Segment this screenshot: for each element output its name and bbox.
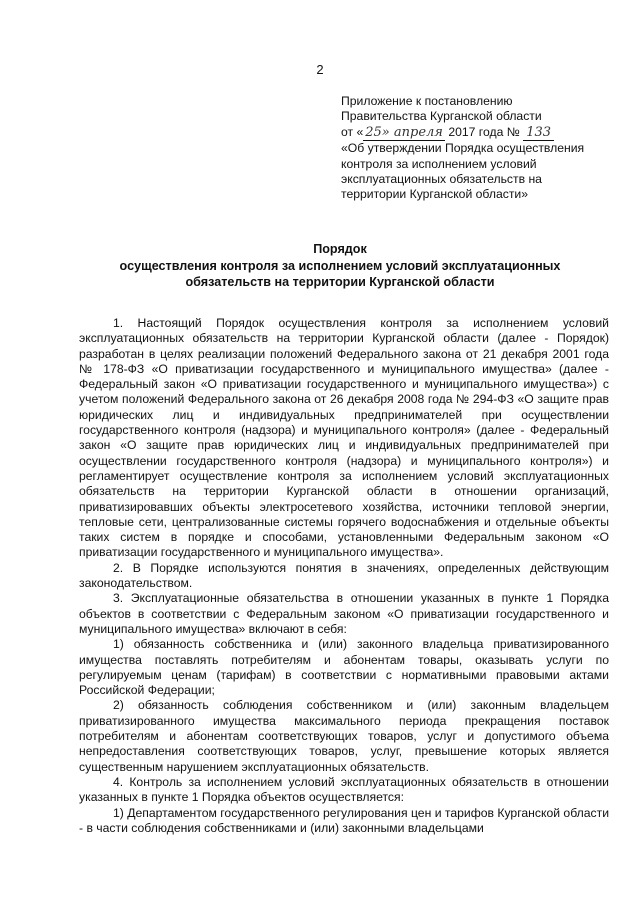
page-number: 2	[316, 62, 324, 77]
approval-date-line	[341, 125, 631, 141]
approval-line-5: контроля за исполнением условий	[341, 156, 537, 171]
paragraph-4: 4. Контроль за исполнением условий эксплуатационных обязательств в отношении указанных в пункте 1 Порядка объектов осуществляется:	[79, 774, 609, 805]
approval-line-6: эксплуатационных обязательств на	[341, 172, 542, 187]
paragraph-3-item-1: 1) обязанность собственника и (или) законного владельца приватизированного имущества поставлять потребителям и абонентам товары, оказывать услуги по регулируемым ценам (тарифам) в соответствии с нормативными правовыми актами Российской Федерации;	[79, 637, 609, 698]
approval-line-1: Приложение к постановлению	[341, 94, 513, 108]
paragraph-4-item-1: 1) Департаментом государственного регулирования цен и тарифов Курганской области - в части соблюдения собственниками и (или) законными владельцами	[79, 805, 610, 835]
paragraph-1: 1. Настоящий Порядок осуществления контроля за исполнением условий эксплуатационных обязательств на территории Курганской области (далее - Порядок) разработан в целях реализации положений Федерального закона от 21 декабря 2001 года № 178-ФЗ «О приватизации государственного и муниципального имущества» (далее - Федеральный закон «О приватизации государственного и муниципального имущества») с учетом положений Федерального закона от 26 декабря 2008 года № 294-ФЗ «О защите прав юридических лиц и индивидуальных предпринимателей при осуществлении государственного контроля (надзора) и муниципального контроля» (далее - Федеральный закон «О защите прав юридических лиц и индивидуальных предпринимателей при осуществлении государственного контроля (надзора) и муниципального контроля») и регламентирует осуществление контроля за исполнением условий эксплуатационных обязательств на территории Курганской области в отношении организаций, приватизировавших объекты электросетевого хозяйства, источники тепловой энергии, тепловые сети, централизованные системы горячего водоснабжения и отдельные объекты таких систем в порядке и способами, установленными Федеральным законом «О приватизации государственного и муниципального имущества».	[79, 316, 609, 560]
title-line-3: обязательств на территории Курганской области	[185, 275, 495, 289]
document-title	[60, 241, 620, 291]
document-body	[79, 316, 609, 836]
handwritten-doc-number: 133	[523, 125, 554, 141]
paragraph-3: 3. Эксплуатационные обязательства в отношении указанных в пункте 1 Порядка объектов в соответствии с Федеральным законом «О приватизации государственного и муниципального имущества» включают в себя:	[79, 591, 609, 636]
paragraph-2: 2. В Порядке используются понятия в значениях, определенных действующим законодательством.	[79, 560, 609, 591]
paragraph-3-item-2: 2) обязанность соблюдения собственником и (или) законным владельцем приватизированного имущества максимального периода прекращения поставок потребителям и абонентам соответствующих товаров, услуг и допустимого объема непредоставления соответствующих товаров, услуг, превышение которых является существенным нарушением эксплуатационных обязательств.	[79, 698, 609, 774]
approval-block	[341, 94, 631, 203]
title-line-1: Порядок	[313, 242, 367, 256]
title-line-2: осуществления контроля за исполнением условий эксплуатационных	[119, 258, 561, 273]
date-year: 2017 года №	[448, 124, 520, 139]
approval-line-2: Правительства Курганской области	[341, 109, 542, 124]
date-prefix: от «	[341, 124, 364, 139]
approval-line-7: территории Курганской области»	[341, 187, 529, 202]
approval-line-4: «Об утверждении Порядка осуществления	[341, 141, 585, 156]
handwritten-date: 25» апреля	[365, 124, 443, 140]
